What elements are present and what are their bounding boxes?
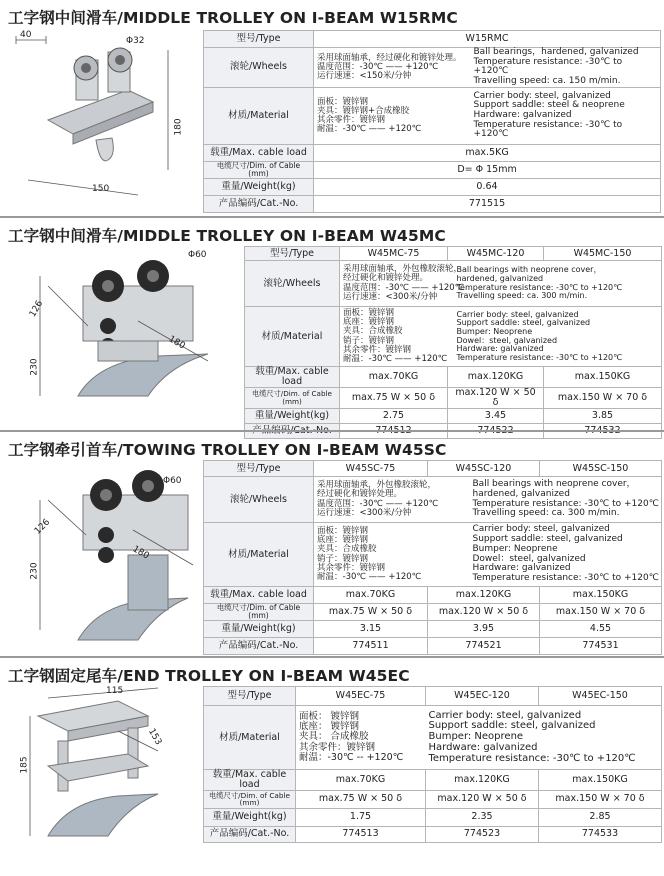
dim-230: 230 [29,358,40,376]
cable-label: 电缆尺寸/Dim. of Cable (mm) [204,790,296,808]
product-image-w45ec [8,686,198,846]
load-label: 载重/Max. cable load [245,367,340,388]
type-label: 型号/Type [204,31,314,48]
dim-230: 230 [29,562,40,580]
cat-120: 774523 [426,826,539,842]
cable-120: max.120 W × 50 δ [448,387,544,408]
section-title-w45mc: 工字钢中间滑车/MIDDLE TROLLEY ON I-BEAM W45MC [8,227,446,245]
product-image-w45mc [8,246,238,406]
spec-table-w45ec [203,686,662,843]
cat-120: 774521 [428,638,540,655]
spec-table-w45sc [203,460,662,655]
material-label: 材质/Material [204,523,314,587]
cat-label: 产品编码/Cat.-No. [204,826,296,842]
product-image-w15rmc [8,30,198,200]
wheels-label: 滚轮/Wheels [245,261,340,307]
load-150: max.150KG [544,367,662,388]
weight-120: 2.35 [426,808,539,826]
cable-value: D= Φ 15mm [314,161,661,178]
weight-75: 1.75 [296,808,426,826]
section-title-w45ec: 工字钢固定尾车/END TROLLEY ON I-BEAM W45EC [8,667,410,685]
material-cn: 面板：镀锌钢 夹具：镀锌钢+合成橡胶 其余零件：镀锌钢 耐温：-30℃ —— +120℃ [314,87,471,144]
dim-40: 40 [20,30,32,40]
material-label: 材质/Material [204,87,314,144]
weight-value: 0.64 [314,178,661,195]
product-image-w45sc [8,460,223,650]
type-label: 型号/Type [204,687,296,706]
load-value: max.5KG [314,144,661,161]
type-label: 型号/Type [245,247,340,261]
spec-table-w15rmc [203,30,661,213]
weight-150: 2.85 [539,808,662,826]
material-cn: 面板：镀锌钢 底座：镀锌钢 夹具：合成橡胶 销子：镀锌钢 其余零件：镀锌钢 耐温：-30℃ —— +120℃ [314,523,540,587]
weight-label: 重量/Weight(kg) [204,178,314,195]
divider [0,656,664,658]
type-75: W45EC-75 [296,687,426,706]
cable-75: max.75 W × 50 δ [340,387,448,408]
cable-120: max.120 W × 50 δ [428,604,540,621]
cat-150: 774533 [539,826,662,842]
type-label: 型号/Type [204,461,314,477]
material-label: 材质/Material [245,307,340,367]
dim-185: 185 [19,756,30,774]
load-120: max.120KG [448,367,544,388]
dim-180: 180 [166,334,187,352]
section-title-w15rmc: 工字钢中间滑车/MIDDLE TROLLEY ON I-BEAM W15RMC [8,9,458,27]
weight-label: 重量/Weight(kg) [204,621,314,638]
wheels-cn: 采用球面轴承，经过硬化和镀锌处理。 温度范围：-30℃ —— +120℃ 运行速速：<150米/分钟 [314,48,471,88]
dim-150: 150 [92,184,110,194]
material-cn: 面板： 镀锌钢 底座： 镀锌钢 夹具： 合成橡胶 其余零件：镀锌钢 耐温：-30℃ -- +120℃ [296,706,426,770]
wheels-cn: 采用球面轴承，外包橡胶滚轮， 经过硬化和镀锌处理。 温度范围：-30℃ —— +120℃ 运行速速：<300米/分钟 [340,261,544,307]
cat-75: 774511 [314,638,428,655]
weight-120: 3.45 [448,408,544,423]
type-120: W45SC-120 [428,461,540,477]
dim-phi32: Φ32 [126,36,145,46]
weight-75: 2.75 [340,408,448,423]
weight-150: 3.85 [544,408,662,423]
divider [0,216,664,218]
dim-126: 126 [32,517,53,537]
wheels-en: Ball bearings，hardened, galvanized Temperature resistance: -30℃ to +120℃ Travelling speed: ca. 150 m/min. [471,48,661,88]
cat-75: 774513 [296,826,426,842]
wheels-en: Ball bearings with neoprene cover， hardened, galvanized Temperature resistance: -30℃ to +120℃ Travelling speed: ca. 300 m/min. [540,477,662,523]
type-150: W45SC-150 [540,461,662,477]
divider [0,430,664,432]
load-75: max.70KG [340,367,448,388]
weight-150: 4.55 [540,621,662,638]
dim-phi60: Φ60 [163,476,182,486]
cat-label: 产品编码/Cat.-No. [204,195,314,212]
cable-150: max.150 W × 70 δ [539,790,662,808]
dim-phi60: Φ60 [188,250,207,260]
material-label: 材质/Material [204,706,296,770]
load-120: max.120KG [426,770,539,791]
dim-180: 180 [173,118,184,136]
cable-150: max.150 W × 70 δ [544,387,662,408]
cable-label: 电缆尺寸/Dim. of Cable (mm) [204,161,314,178]
cat-150: 774531 [540,638,662,655]
dim-115: 115 [106,686,124,696]
material-en: Carrier body: steel, galvanized Support saddle: steel, galvanized Bumper: Neoprene Dowel：steel, galvanized Hardware: galvanized Temperature resistance: -30℃ to +120℃ [544,307,662,367]
load-150: max.150KG [540,587,662,604]
load-75: max.70KG [296,770,426,791]
weight-label: 重量/Weight(kg) [245,408,340,423]
type-120: W45EC-120 [426,687,539,706]
cable-label: 电缆尺寸/Dim. of Cable (mm) [204,604,314,621]
cable-75: max.75 W × 50 δ [314,604,428,621]
load-label: 载重/Max. cable load [204,144,314,161]
section-title-w45sc: 工字钢牵引首车/TOWING TROLLEY ON I-BEAM W45SC [8,441,447,459]
type-120: W45MC-120 [448,247,544,261]
dim-180: 180 [130,544,151,562]
cable-120: max.120 W × 50 δ [426,790,539,808]
load-75: max.70KG [314,587,428,604]
load-label: 载重/Max. cable load [204,587,314,604]
wheels-label: 滚轮/Wheels [204,477,314,523]
cable-75: max.75 W × 50 δ [296,790,426,808]
material-en: Carrier body: steel, galvanized Support saddle: steel & neoprene Hardware: galvanized Temperature resistance: -30℃ to +120℃ [471,87,661,144]
load-120: max.120KG [428,587,540,604]
wheels-en: Ball bearings with neoprene cover， hardened, galvanized Temperature resistance: -30℃ to +120℃ Travelling speed: ca. 300 m/min. [544,261,662,307]
load-label: 载重/Max. cable load [204,770,296,791]
cable-label: 电缆尺寸/Dim. of Cable (mm) [245,387,340,408]
type-75: W45SC-75 [314,461,428,477]
type-150: W45EC-150 [539,687,662,706]
dim-153: 153 [145,727,164,747]
wheels-cn: 采用球面轴承，外包橡胶滚轮， 经过硬化和镀锌处理。 温度范围：-30℃ —— +120℃ 运行速速：<300米/分钟 [314,477,540,523]
spec-table-w45mc [244,246,662,439]
type-75: W45MC-75 [340,247,448,261]
type-value: W15RMC [314,31,661,48]
dim-126: 126 [27,299,46,319]
material-cn: 面板：镀锌钢 底座：镀锌钢 夹具：合成橡胶 销子：镀锌钢 其余零件：镀锌钢 耐温：-30℃ —— +120℃ [340,307,544,367]
type-150: W45MC-150 [544,247,662,261]
cat-label: 产品编码/Cat.-No. [204,638,314,655]
load-150: max.150KG [539,770,662,791]
material-en: Carrier body: steel, galvanized Support saddle: steel, galvanized Bumper: Neoprene Dowel：steel, galvanized Hardware: galvanized Temperature resistance: -30℃ to +120℃ [540,523,662,587]
wheels-label: 滚轮/Wheels [204,48,314,88]
weight-label: 重量/Weight(kg) [204,808,296,826]
cable-150: max.150 W × 70 δ [540,604,662,621]
weight-120: 3.95 [428,621,540,638]
weight-75: 3.15 [314,621,428,638]
cat-value: 771515 [314,195,661,212]
material-en: Carrier body: steel, galvanized Support saddle: steel, galvanized Bumper: Neoprene Hardware: galvanized Temperature resistance: -30℃ to +120℃ [426,706,662,770]
